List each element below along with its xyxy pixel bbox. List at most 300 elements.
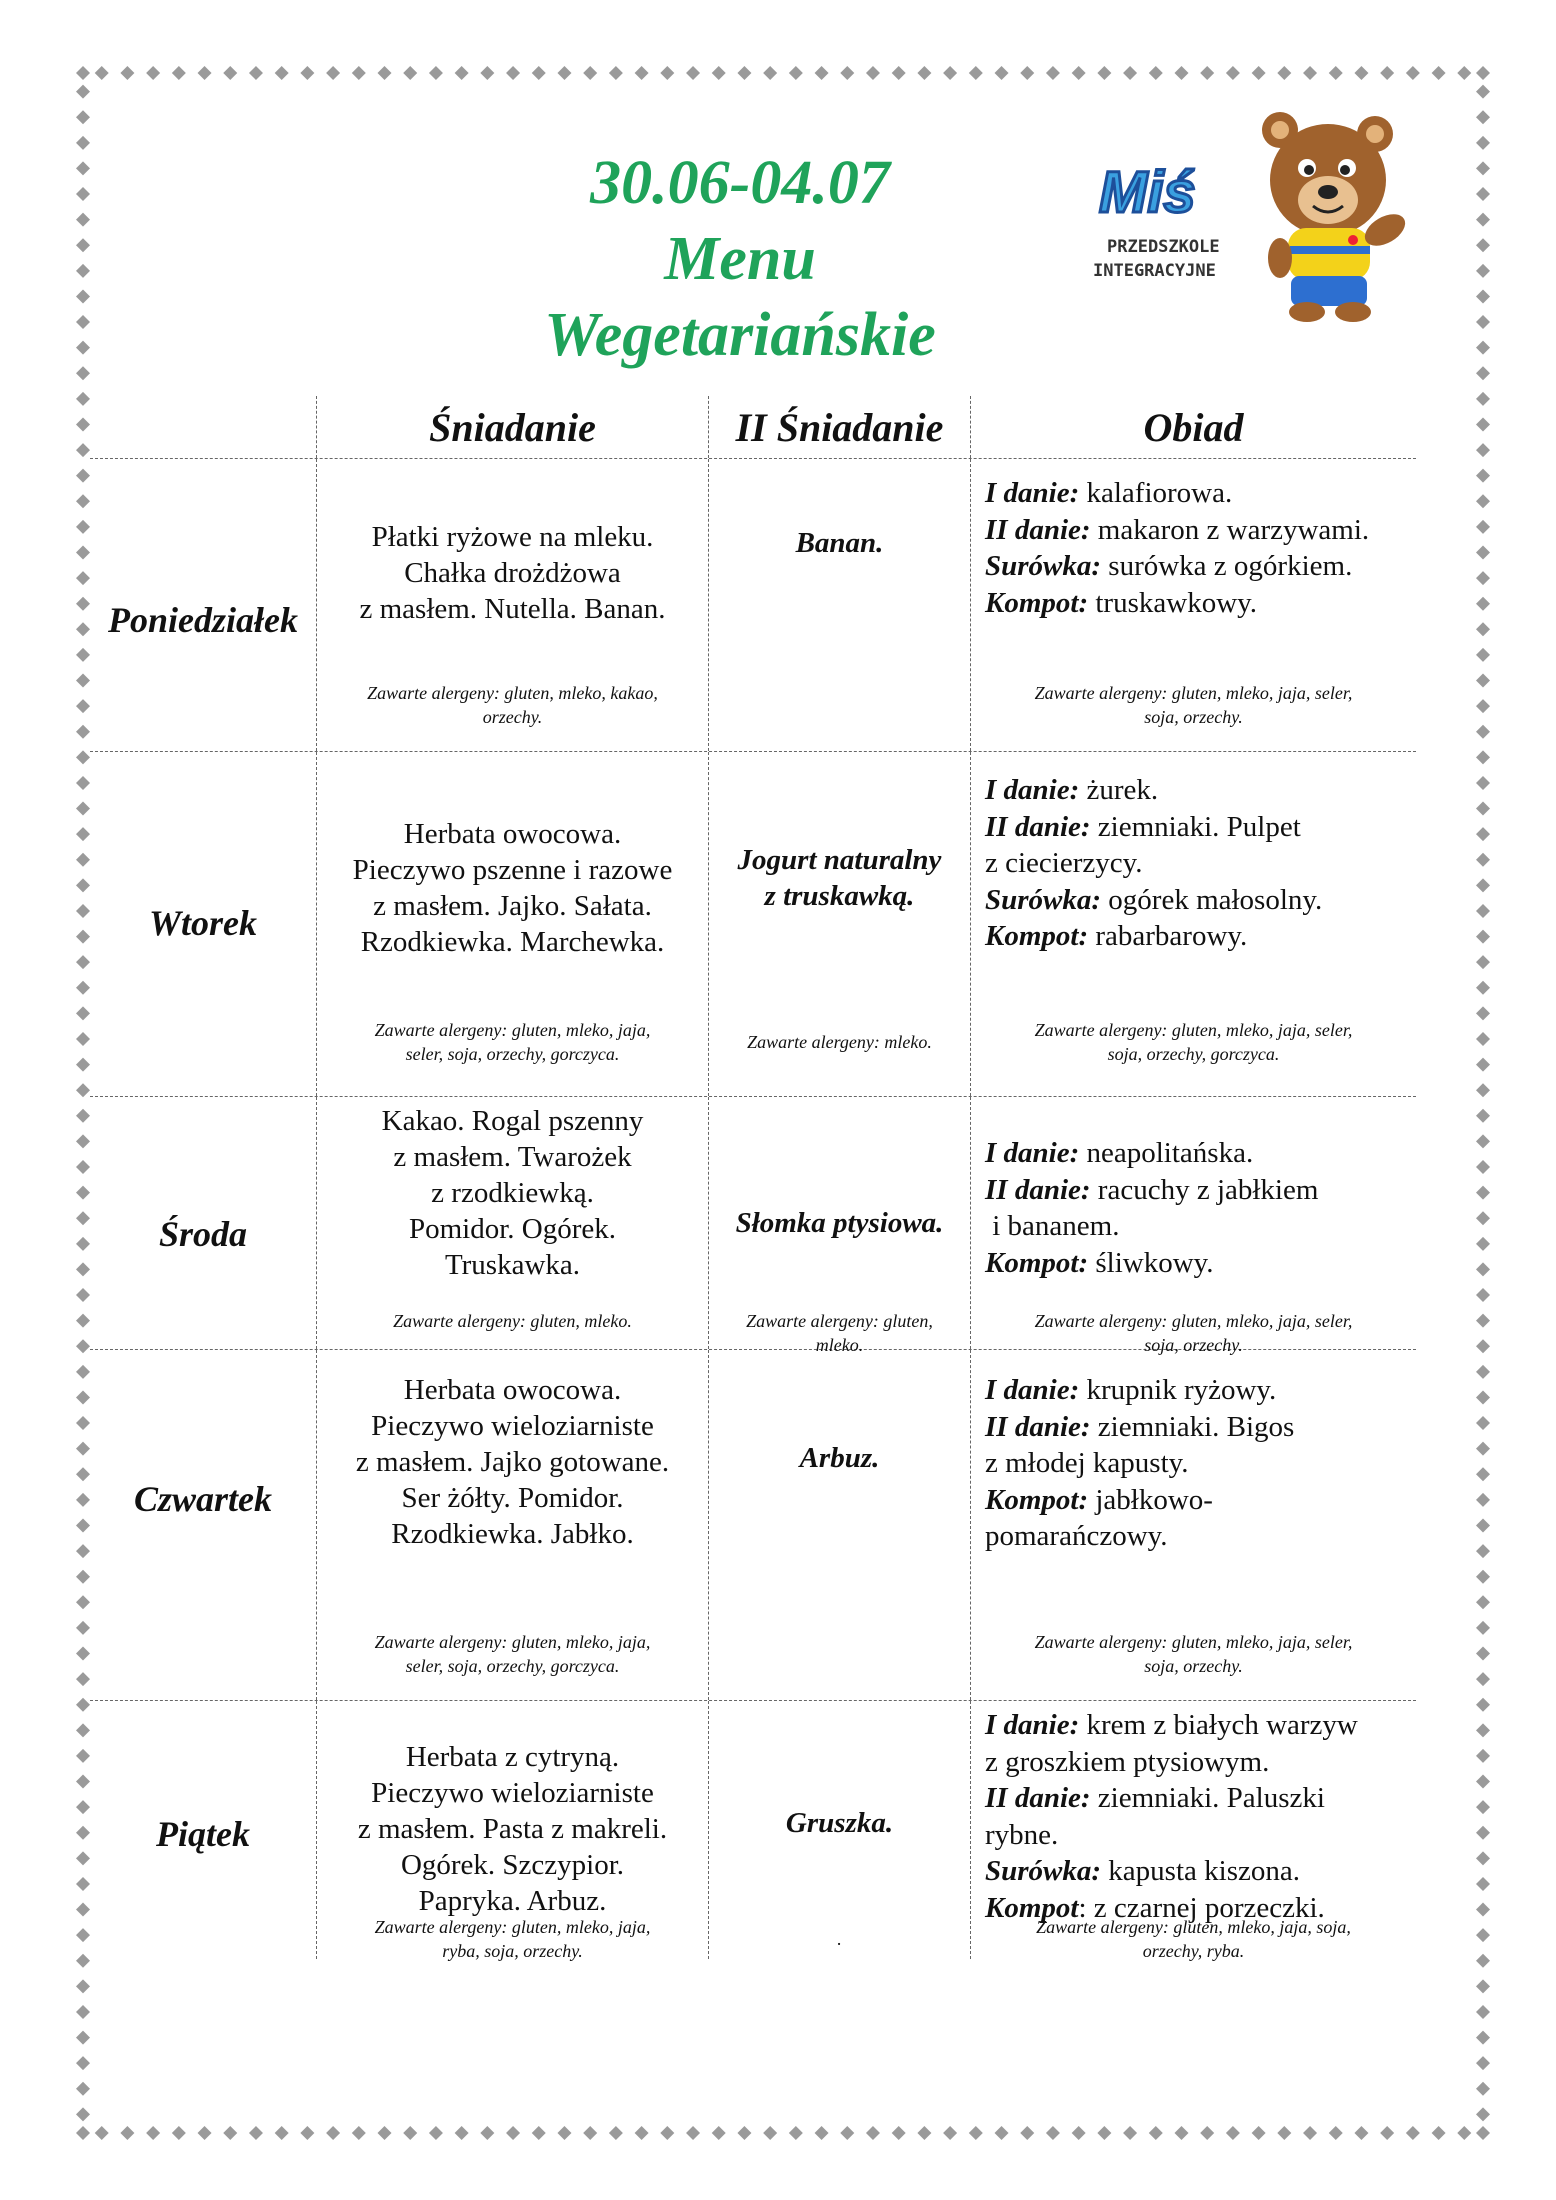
allergen-line: Zawarte alergeny: gluten, mleko, jaja, seler, xyxy=(1034,1311,1353,1331)
diamond-icon xyxy=(1476,1698,1490,1712)
diamond-icon xyxy=(76,776,90,790)
diamond-icon xyxy=(76,1647,90,1661)
diamond-icon xyxy=(120,2126,134,2140)
diamond-icon xyxy=(76,1186,90,1200)
allergen-line: Zawarte alergeny: mleko. xyxy=(747,1032,932,1052)
diamond-icon xyxy=(583,2126,597,2140)
diamond-icon xyxy=(1123,2126,1137,2140)
diamond-icon xyxy=(1097,2126,1111,2140)
diamond-icon xyxy=(1406,2126,1420,2140)
bear-mascot-icon xyxy=(1262,112,1411,322)
diamond-icon xyxy=(995,2126,1009,2140)
lunch-line xyxy=(985,548,1412,585)
breakfast-cell xyxy=(316,1097,708,1349)
allergen-line: soja, orzechy, gorczyca. xyxy=(1107,1044,1280,1064)
lunch-line xyxy=(985,1744,1412,1781)
lunch-line xyxy=(985,1780,1412,1817)
diamond-icon xyxy=(1476,1903,1490,1917)
diamond-icon xyxy=(943,66,957,80)
diamond-icon xyxy=(1476,264,1490,278)
diamond-icon xyxy=(969,66,983,80)
table-header-row xyxy=(90,396,1416,459)
lunch-line xyxy=(985,772,1412,809)
lunch-course-text: ogórek małosolny. xyxy=(1101,883,1323,916)
lunch-course-text: truskawkowy. xyxy=(1088,586,1257,619)
table-row xyxy=(90,1350,1416,1701)
diamond-icon xyxy=(1476,110,1490,124)
diamond-icon xyxy=(1174,2126,1188,2140)
lunch-line xyxy=(985,1172,1412,1209)
second-breakfast-text xyxy=(715,525,964,561)
breakfast-allergens xyxy=(327,1309,698,1333)
diamond-icon xyxy=(76,1467,90,1481)
allergen-line: Zawarte alergeny: gluten, mleko, jaja, soja, xyxy=(1036,1917,1351,1937)
diamond-icon xyxy=(249,66,263,80)
allergen-line: Zawarte alergeny: gluten, mleko, jaja, xyxy=(374,1020,651,1040)
diamond-icon xyxy=(1476,2126,1490,2140)
breakfast-allergens xyxy=(327,1018,698,1066)
diamond-icon xyxy=(866,66,880,80)
diamond-icon xyxy=(1476,520,1490,534)
diamond-icon xyxy=(76,1288,90,1302)
diamond-icon xyxy=(76,264,90,278)
allergen-line: mleko. xyxy=(815,1335,864,1355)
breakfast-line: z masłem. Nutella. Banan. xyxy=(359,593,666,625)
lunch-line xyxy=(985,882,1412,919)
diamond-icon xyxy=(76,571,90,585)
diamond-icon xyxy=(172,2126,186,2140)
allergen-line: Zawarte alergeny: gluten, mleko, kakao, xyxy=(367,683,658,703)
diamond-icon xyxy=(76,341,90,355)
diamond-icon xyxy=(1476,289,1490,303)
diamond-icon xyxy=(403,66,417,80)
diamond-icon xyxy=(352,2126,366,2140)
lunch-course-text: ziemniaki. Paluszki xyxy=(1090,1782,1325,1814)
diamond-icon xyxy=(76,648,90,662)
diamond-icon xyxy=(76,853,90,867)
lunch-course-label: Kompot: xyxy=(985,1246,1089,1279)
diamond-icon xyxy=(76,1698,90,1712)
diamond-icon xyxy=(76,1083,90,1097)
breakfast-line: Rzodkiewka. Jabłko. xyxy=(391,1518,634,1550)
diamond-icon xyxy=(76,187,90,201)
lunch-course-text: ziemniaki. Bigos xyxy=(1090,1410,1295,1443)
day-name: Poniedziałek xyxy=(108,600,298,640)
diamond-icon xyxy=(1476,392,1490,406)
diamond-icon xyxy=(1476,622,1490,636)
diamond-icon xyxy=(76,1006,90,1020)
allergen-line: Zawarte alergeny: gluten, mleko, jaja, xyxy=(374,1917,651,1937)
diamond-icon xyxy=(969,2126,983,2140)
menu-title xyxy=(470,145,1010,373)
lunch-cell xyxy=(970,1701,1416,1959)
diamond-icon xyxy=(76,1775,90,1789)
lunch-line xyxy=(985,918,1412,955)
diamond-icon xyxy=(1476,1493,1490,1507)
diamond-icon xyxy=(1277,2126,1291,2140)
diamond-icon xyxy=(76,1928,90,1942)
breakfast-text xyxy=(323,1372,702,1552)
diamond-icon xyxy=(76,66,90,80)
diamond-icon xyxy=(1476,366,1490,380)
day-cell xyxy=(90,1350,316,1700)
diamond-icon xyxy=(1476,1262,1490,1276)
diamond-icon xyxy=(1046,66,1060,80)
diamond-icon xyxy=(76,955,90,969)
diamond-icon xyxy=(609,66,623,80)
diamond-icon xyxy=(76,1058,90,1072)
lunch-line xyxy=(985,1853,1412,1890)
lunch-course-label: II danie: xyxy=(985,513,1091,546)
breakfast-line: Truskawka. xyxy=(444,1249,581,1281)
diamond-icon xyxy=(76,1416,90,1430)
diamond-icon xyxy=(1406,66,1420,80)
diamond-icon xyxy=(737,66,751,80)
lunch-allergens xyxy=(981,1915,1406,1963)
allergen-line: Zawarte alergeny: gluten, xyxy=(746,1311,933,1331)
lunch-text xyxy=(985,1707,1412,1926)
diamond-icon xyxy=(1476,1314,1490,1328)
diamond-icon xyxy=(1476,930,1490,944)
page-title: Menu xyxy=(664,225,816,293)
lunch-line xyxy=(985,1245,1412,1282)
lunch-line xyxy=(985,512,1412,549)
diamond-icon xyxy=(1457,2126,1471,2140)
logo-brand: Miś xyxy=(1099,160,1196,225)
diamond-icon xyxy=(76,1723,90,1737)
diamond-icon xyxy=(995,66,1009,80)
breakfast-line: z rzodkiewką. xyxy=(431,1177,594,1209)
diamond-icon xyxy=(1149,66,1163,80)
breakfast-line: Herbata owocowa. xyxy=(403,1374,622,1406)
diamond-icon xyxy=(1020,66,1034,80)
diamond-icon xyxy=(1476,1416,1490,1430)
lunch-cell xyxy=(970,1350,1416,1700)
diamond-icon xyxy=(1476,469,1490,483)
diamond-icon xyxy=(76,1314,90,1328)
allergen-line: orzechy. xyxy=(482,707,543,727)
lunch-line xyxy=(985,1482,1412,1519)
diamond-icon xyxy=(172,66,186,80)
day-name: Wtorek xyxy=(149,903,257,943)
breakfast-text xyxy=(323,519,702,627)
diamond-icon xyxy=(76,981,90,995)
diamond-icon xyxy=(1476,904,1490,918)
breakfast-cell xyxy=(316,1701,708,1959)
diamond-icon xyxy=(76,469,90,483)
diamond-icon xyxy=(1072,2126,1086,2140)
header-empty-cell xyxy=(90,396,316,458)
lunch-allergens xyxy=(981,1630,1406,1678)
diamond-icon xyxy=(1476,1647,1490,1661)
diamond-icon xyxy=(1174,66,1188,80)
diamond-icon xyxy=(120,66,134,80)
diamond-icon xyxy=(866,2126,880,2140)
lunch-line xyxy=(985,1518,1412,1555)
diamond-icon xyxy=(1476,494,1490,508)
diamond-icon xyxy=(1200,2126,1214,2140)
diamond-icon xyxy=(815,66,829,80)
diamond-icon xyxy=(76,520,90,534)
lunch-line xyxy=(985,1409,1412,1446)
diamond-icon xyxy=(686,2126,700,2140)
diamond-icon xyxy=(300,66,314,80)
column-header-breakfast: Śniadanie xyxy=(316,396,708,458)
second-breakfast-text xyxy=(715,1205,964,1241)
diamond-icon xyxy=(1123,66,1137,80)
breakfast-line: Płatki ryżowe na mleku. xyxy=(371,521,654,553)
diamond-icon xyxy=(1476,802,1490,816)
diamond-icon xyxy=(660,66,674,80)
diamond-icon xyxy=(76,315,90,329)
diamond-icon xyxy=(1476,417,1490,431)
lunch-cell xyxy=(970,1097,1416,1355)
diamond-icon xyxy=(76,930,90,944)
lunch-text xyxy=(985,1135,1412,1281)
diamond-icon xyxy=(763,2126,777,2140)
diamond-icon xyxy=(1476,1442,1490,1456)
lunch-course-label: II danie: xyxy=(985,1782,1091,1814)
column-header-second-breakfast: II Śniadanie xyxy=(708,396,970,458)
breakfast-allergens xyxy=(327,1915,698,1963)
lunch-course-label: Kompot: xyxy=(985,1483,1089,1516)
diamond-icon xyxy=(1020,2126,1034,2140)
lunch-course-label: I danie: xyxy=(985,1137,1080,1169)
diamond-icon xyxy=(326,2126,340,2140)
day-cell xyxy=(90,1701,316,1959)
diamond-icon xyxy=(429,66,443,80)
diamond-icon xyxy=(557,2126,571,2140)
diamond-icon xyxy=(1476,213,1490,227)
diamond-icon xyxy=(1476,878,1490,892)
day-cell xyxy=(90,752,316,1096)
second-breakfast-text xyxy=(715,842,964,914)
lunch-course-text: śliwkowy. xyxy=(1088,1246,1214,1279)
diamond-icon xyxy=(76,1493,90,1507)
diamond-icon xyxy=(1303,2126,1317,2140)
second-breakfast-cell xyxy=(708,1350,970,1700)
breakfast-text xyxy=(323,816,702,960)
breakfast-text xyxy=(323,1739,702,1919)
diamond-icon xyxy=(840,2126,854,2140)
diamond-icon xyxy=(1476,1083,1490,1097)
diamond-icon xyxy=(76,904,90,918)
breakfast-line: Pieczywo pszenne i razowe xyxy=(352,854,673,886)
lunch-course-text: jabłkowo- xyxy=(1088,1483,1213,1516)
diamond-icon xyxy=(1476,1672,1490,1686)
lunch-course-label: Kompot xyxy=(985,1891,1079,1924)
diamond-icon xyxy=(76,392,90,406)
breakfast-line: Kakao. Rogal pszenny xyxy=(381,1105,644,1137)
diamond-icon xyxy=(76,1570,90,1584)
diamond-icon xyxy=(1476,1032,1490,1046)
second-breakfast-cell xyxy=(708,1701,970,1959)
allergen-line: Zawarte alergeny: gluten, mleko, jaja, seler, xyxy=(1034,683,1353,703)
diamond-icon xyxy=(1476,136,1490,150)
lunch-line xyxy=(985,1135,1412,1172)
lunch-course-text: z ciecierzycy. xyxy=(985,847,1143,879)
diamond-icon xyxy=(76,1134,90,1148)
diamond-icon xyxy=(1476,955,1490,969)
diamond-icon xyxy=(1476,674,1490,688)
diamond-icon xyxy=(763,66,777,80)
diamond-icon xyxy=(455,2126,469,2140)
kindergarten-logo xyxy=(1085,100,1415,330)
diamond-icon xyxy=(76,85,90,99)
diamond-icon xyxy=(76,1390,90,1404)
lunch-course-label: II danie: xyxy=(985,1173,1091,1206)
diamond-icon xyxy=(892,66,906,80)
diamond-icon xyxy=(1476,545,1490,559)
diamond-icon xyxy=(76,1621,90,1635)
lunch-allergens xyxy=(981,681,1406,729)
lunch-course-text: rabarbarowy. xyxy=(1088,920,1248,952)
diamond-icon xyxy=(1476,1109,1490,1123)
diamond-icon xyxy=(76,1826,90,1840)
diamond-icon xyxy=(1476,1775,1490,1789)
lunch-line xyxy=(985,1445,1412,1482)
diamond-icon xyxy=(275,66,289,80)
snack-line: z truskawką. xyxy=(764,880,915,912)
lunch-cell xyxy=(970,459,1416,751)
lunch-course-text: z groszkiem ptysiowym. xyxy=(985,1745,1270,1778)
lunch-line xyxy=(985,585,1412,622)
breakfast-line: z masłem. Jajko gotowane. xyxy=(355,1446,670,1478)
diamond-icon xyxy=(1476,1979,1490,1993)
diamond-icon xyxy=(1303,66,1317,80)
diamond-icon xyxy=(635,66,649,80)
diamond-icon xyxy=(146,2126,160,2140)
diamond-icon xyxy=(1252,66,1266,80)
breakfast-line: Pieczywo wieloziarniste xyxy=(371,1777,654,1809)
diamond-icon xyxy=(583,66,597,80)
lunch-allergens xyxy=(981,1018,1406,1066)
diamond-icon xyxy=(1476,648,1490,662)
second-breakfast-cell xyxy=(708,752,970,1096)
diamond-icon xyxy=(1476,1928,1490,1942)
diamond-icon xyxy=(686,66,700,80)
lunch-course-text: i bananem. xyxy=(985,1210,1120,1242)
breakfast-line: Ser żółty. Pomidor. xyxy=(401,1482,624,1514)
diamond-icon xyxy=(76,1365,90,1379)
diamond-icon xyxy=(76,827,90,841)
second-breakfast-allergens xyxy=(719,1927,960,1951)
lunch-course-label: I danie: xyxy=(985,774,1080,806)
breakfast-cell xyxy=(316,752,708,1096)
diamond-icon xyxy=(76,289,90,303)
diamond-icon xyxy=(1476,85,1490,99)
diamond-icon xyxy=(378,2126,392,2140)
diamond-icon xyxy=(76,1262,90,1276)
diamond-icon xyxy=(1476,1211,1490,1225)
diamond-icon xyxy=(1329,2126,1343,2140)
diamond-icon xyxy=(76,1211,90,1225)
breakfast-line: Chałka drożdżowa xyxy=(404,557,621,589)
diamond-icon xyxy=(712,66,726,80)
diamond-icon xyxy=(557,66,571,80)
snack-line: Banan. xyxy=(795,527,884,559)
logo-line2: INTEGRACYJNE xyxy=(1093,261,1216,281)
diamond-icon xyxy=(1432,2126,1446,2140)
lunch-course-text: makaron z warzywami. xyxy=(1090,513,1370,546)
lunch-course-text: krupnik ryżowy. xyxy=(1079,1374,1277,1406)
diamond-icon xyxy=(1476,699,1490,713)
diamond-icon xyxy=(1476,66,1490,80)
lunch-line xyxy=(985,845,1412,882)
lunch-course-label: I danie: xyxy=(985,1374,1080,1406)
diamond-icon xyxy=(198,2126,212,2140)
breakfast-cell xyxy=(316,459,708,751)
diamond-icon xyxy=(1476,1877,1490,1891)
day-name: Czwartek xyxy=(133,1479,273,1519)
diamond-icon xyxy=(1476,2031,1490,2045)
diamond-icon xyxy=(76,699,90,713)
lunch-course-label: Surówka: xyxy=(985,883,1102,916)
lunch-cell xyxy=(970,752,1416,1096)
diamond-icon xyxy=(1476,1518,1490,1532)
lunch-course-label: Kompot: xyxy=(985,920,1089,952)
diamond-icon xyxy=(1046,2126,1060,2140)
logo-line1: PRZEDSZKOLE xyxy=(1107,237,1220,257)
diamond-icon xyxy=(76,1339,90,1353)
lunch-line xyxy=(985,1817,1412,1854)
lunch-course-label: I danie: xyxy=(985,1709,1080,1741)
breakfast-line: Pomidor. Ogórek. xyxy=(408,1213,617,1245)
breakfast-line: z masłem. Pasta z makreli. xyxy=(357,1813,668,1845)
diamond-icon xyxy=(300,2126,314,2140)
diamond-icon xyxy=(76,1518,90,1532)
lunch-course-label: Kompot: xyxy=(985,586,1089,619)
diamond-icon xyxy=(1476,750,1490,764)
day-name: Środa xyxy=(158,1214,248,1254)
diamond-icon xyxy=(76,622,90,636)
diamond-icon xyxy=(1476,1544,1490,1558)
lunch-line xyxy=(985,475,1412,512)
diamond-icon xyxy=(1476,1058,1490,1072)
diamond-icon xyxy=(76,2107,90,2121)
lunch-course-label: Surówka: xyxy=(985,550,1102,582)
diamond-icon xyxy=(1072,66,1086,80)
allergen-line: . xyxy=(837,1929,842,1949)
diamond-icon xyxy=(1476,161,1490,175)
diamond-icon xyxy=(737,2126,751,2140)
diamond-icon xyxy=(1476,1826,1490,1840)
day-name: Piątek xyxy=(156,1814,250,1854)
diamond-icon xyxy=(1476,1723,1490,1737)
allergen-line: soja, orzechy. xyxy=(1144,707,1243,727)
diamond-icon xyxy=(1476,1288,1490,1302)
diamond-icon xyxy=(76,136,90,150)
diamond-icon xyxy=(1149,2126,1163,2140)
allergen-line: seler, soja, orzechy, gorczyca. xyxy=(405,1656,620,1676)
diamond-icon xyxy=(76,1749,90,1763)
lunch-line xyxy=(985,1372,1412,1409)
breakfast-line: Rzodkiewka. Marchewka. xyxy=(360,926,665,958)
breakfast-line: Pieczywo wieloziarniste xyxy=(371,1410,654,1442)
lunch-course-text: : z czarnej porzeczki. xyxy=(1078,1891,1325,1924)
lunch-course-text: pomarańczowy. xyxy=(985,1520,1168,1552)
breakfast-line: Ogórek. Szczypior. xyxy=(400,1849,625,1881)
diamond-icon xyxy=(1476,597,1490,611)
lunch-course-text: ziemniaki. Pulpet xyxy=(1090,810,1301,843)
diamond-icon xyxy=(506,66,520,80)
table-row xyxy=(90,459,1416,752)
snack-line: Jogurt naturalny xyxy=(737,844,942,876)
diamond-icon xyxy=(660,2126,674,2140)
diamond-icon xyxy=(76,2005,90,2019)
column-header-lunch: Obiad xyxy=(970,396,1416,458)
lunch-course-label: II danie: xyxy=(985,1410,1091,1443)
